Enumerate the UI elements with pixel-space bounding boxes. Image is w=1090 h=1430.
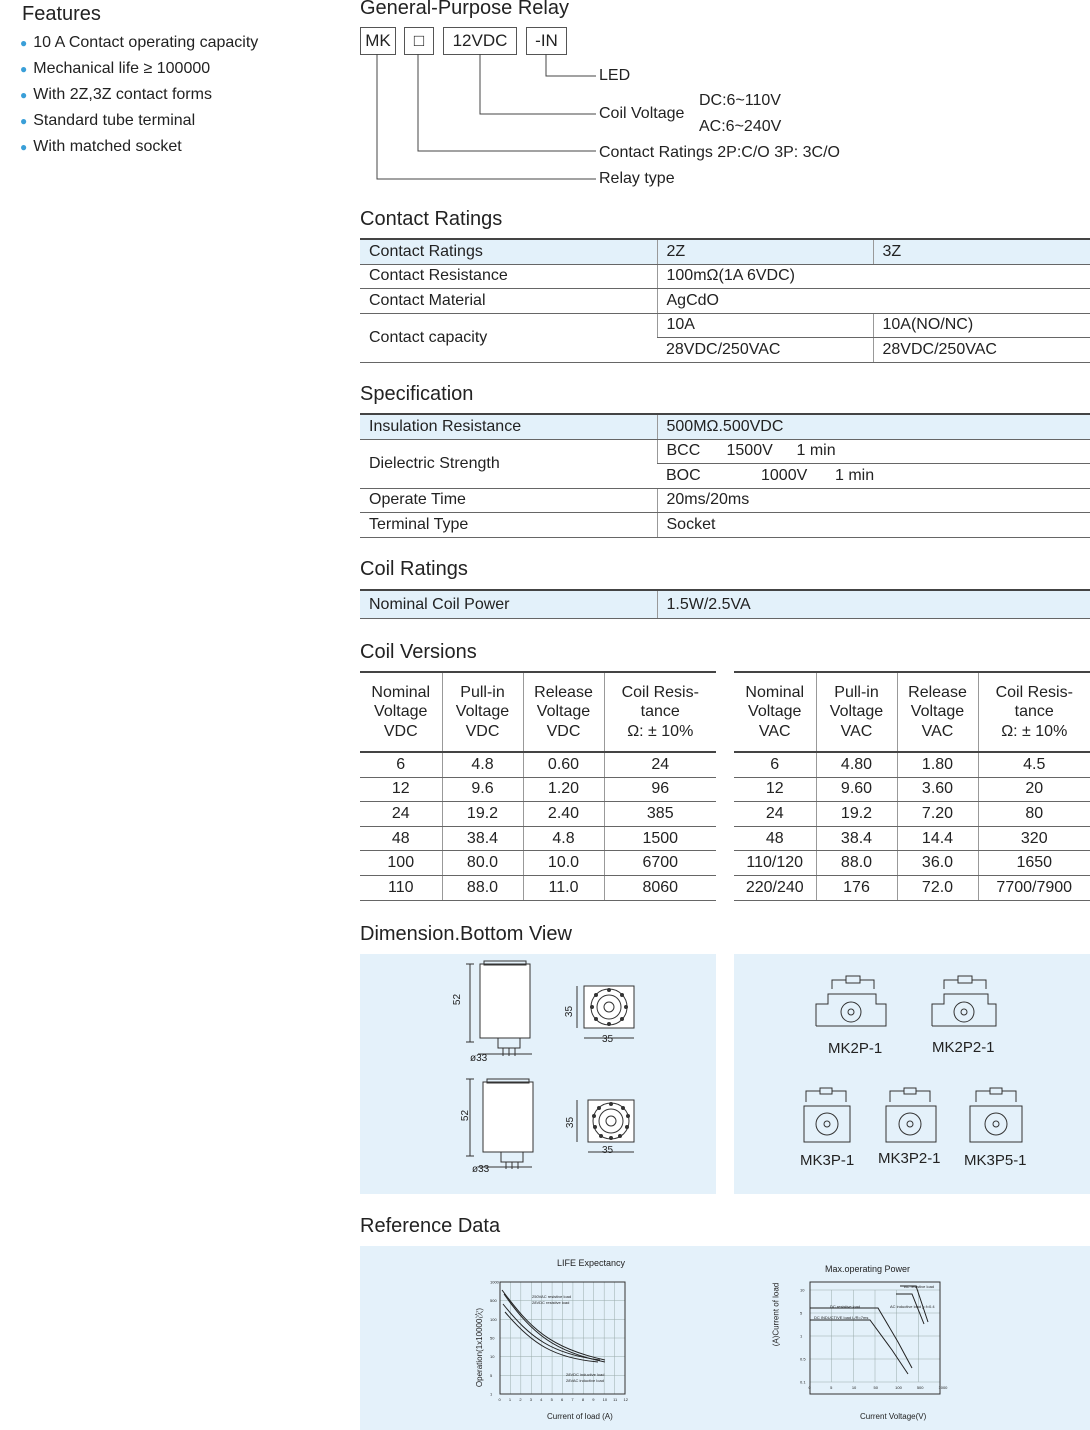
model-label: MK3P-1 — [800, 1152, 855, 1169]
y-tick-label: 0.1 — [800, 1379, 806, 1385]
coil-voltage-label: Coil Voltage — [599, 105, 685, 122]
x-tick-label: 10 — [851, 1385, 857, 1390]
life-expectancy-chart — [490, 1278, 630, 1408]
bullet-icon: ● — [20, 36, 28, 50]
led-label: LED — [599, 67, 631, 84]
coil-versions-ac-table — [734, 671, 1090, 901]
list-item: ● Standard tube terminal — [20, 112, 196, 129]
dc-range: DC:6~110V — [699, 92, 781, 109]
power-annotation: DC resistive load — [830, 1304, 861, 1309]
relay-dimension-drawing — [360, 954, 716, 1194]
y-tick-label: 1 — [490, 1391, 493, 1397]
table-row: 100 80.0 10.0 6700 — [360, 851, 716, 876]
table-row: 110/120 88.0 36.0 1650 — [734, 851, 1090, 876]
wiring-diagram-panel — [734, 954, 1090, 1194]
contact-ratings-title: Contact Ratings — [360, 208, 503, 230]
power-annotation: AC inductive load p.f=0.4 — [890, 1304, 935, 1309]
x-tick-label: 0 — [808, 1385, 811, 1390]
features-title: Features — [22, 3, 101, 25]
table-row: 48 38.4 4.8 1500 — [360, 826, 716, 851]
x-tick-label: 7 — [571, 1397, 574, 1402]
socket-width-bottom: 35 — [602, 1145, 614, 1156]
specification-table — [360, 413, 1090, 538]
power-annotation: DC INDUCTIVE load L/R=7ms — [814, 1315, 869, 1320]
x-tick-label: 1000 — [938, 1385, 948, 1390]
max-operating-power-chart — [800, 1278, 960, 1408]
x-tick-label: 50 — [873, 1385, 878, 1390]
table-row: Operate Time 20ms/20ms — [360, 488, 1090, 513]
contact-ratings-table — [360, 238, 1090, 363]
table-header-row: Nominal Voltage VDC Pull-in Voltage VDC Release Voltage VDC Coil Resis- tance Ω: ± 10% — [360, 672, 716, 752]
table-row: 28VDC/250VAC 28VDC/250VAC — [360, 338, 1090, 363]
y-tick-label: 1 — [800, 1333, 803, 1339]
ordering-title: General-Purpose Relay — [360, 0, 569, 19]
life-chart-title: LIFE Expectancy — [557, 1258, 626, 1268]
power-chart-ylabel: (A)Current of load — [771, 1282, 781, 1347]
bullet-icon: ● — [20, 88, 28, 102]
table-row: Contact capacity 10A 10A(NO/NC) — [360, 313, 1090, 338]
x-tick-label: 2 — [519, 1397, 522, 1402]
table-row: Contact Material AgCdO — [360, 289, 1090, 314]
x-tick-label: 11 — [613, 1397, 618, 1402]
height-dimension-bottom: 52 — [460, 1109, 472, 1122]
y-tick-label: 500 — [490, 1298, 497, 1304]
y-tick-label: 50 — [490, 1335, 495, 1341]
x-tick-label: 12 — [623, 1397, 628, 1402]
diameter-dimension-top: ø33 — [470, 1053, 488, 1064]
socket-width-top: 35 — [602, 1034, 614, 1045]
life-legend: 250VAC resistive load — [532, 1294, 572, 1299]
y-tick-label: 10 — [800, 1287, 805, 1293]
socket-height-bottom: 35 — [565, 1116, 577, 1129]
table-row: 24 19.2 7.20 80 — [734, 802, 1090, 827]
power-chart-xlabel: Current Voltage(V) — [860, 1412, 927, 1421]
relay-type-label: Relay type — [599, 170, 675, 187]
x-tick-label: 1 — [508, 1397, 512, 1402]
bullet-icon: ● — [20, 114, 28, 128]
table-row: Nominal Coil Power 1.5W/2.5VA — [360, 590, 1090, 619]
power-chart-title: Max.operating Power — [825, 1264, 911, 1274]
y-tick-label: 5 — [490, 1372, 493, 1378]
coil-ratings-table — [360, 589, 1090, 619]
model-label: MK3P5-1 — [964, 1152, 1027, 1169]
socket-height-top: 35 — [564, 1005, 576, 1018]
bullet-icon: ● — [20, 62, 28, 76]
table-row: Terminal Type Socket — [360, 513, 1090, 538]
x-tick-label: 0 — [498, 1397, 501, 1402]
life-legend: 28VDC inductive load — [566, 1372, 605, 1377]
x-tick-label: 100 — [895, 1385, 902, 1390]
x-tick-label: 6 — [561, 1397, 564, 1402]
table-row: Contact Resistance 100mΩ(1A 6VDC) — [360, 264, 1090, 289]
model-label: MK3P2-1 — [878, 1150, 941, 1167]
contact-ratings-code: Contact Ratings 2P:C/O 3P: 3C/O — [599, 144, 840, 161]
specification-title: Specification — [360, 383, 474, 405]
list-item: ● With matched socket — [20, 138, 182, 155]
x-tick-label: 3 — [529, 1397, 532, 1402]
features-list — [20, 30, 258, 160]
code-voltage: 12VDC — [443, 27, 517, 55]
dimension-title: Dimension.Bottom View — [360, 923, 572, 945]
table-row: 6 4.80 1.80 4.5 — [734, 752, 1090, 777]
ordering-leader-lines — [360, 54, 600, 184]
x-tick-label: 4 — [540, 1397, 543, 1402]
bullet-icon: ● — [20, 140, 28, 154]
list-item: ● 10 A Contact operating capacity — [20, 34, 259, 51]
table-row: Insulation Resistance 500MΩ.500VDC — [360, 414, 1090, 439]
height-dimension-top: 52 — [452, 993, 464, 1006]
coil-versions-dc-table — [360, 671, 716, 901]
table-header-row: Nominal Voltage VAC Pull-in Voltage VAC Release Voltage VAC Coil Resis- tance Ω: ± 10% — [734, 672, 1090, 752]
list-item: ● With 2Z,3Z contact forms — [20, 86, 212, 103]
x-tick-label: 8 — [581, 1397, 585, 1402]
life-legend: 28VAC inductive load — [566, 1378, 604, 1383]
table-row: 12 9.6 1.20 96 — [360, 777, 716, 802]
coil-ratings-title: Coil Ratings — [360, 558, 468, 580]
table-row: 48 38.4 14.4 320 — [734, 826, 1090, 851]
reference-charts-panel — [360, 1246, 1090, 1430]
code-series: MK — [360, 27, 396, 55]
life-chart-xlabel: Current of load (A) — [547, 1412, 613, 1421]
table-row: 12 9.60 3.60 20 — [734, 777, 1090, 802]
diameter-dimension-bottom: ø33 — [472, 1164, 490, 1175]
y-tick-label: 0.5 — [800, 1356, 806, 1362]
table-row: 220/240 176 72.0 7700/7900 — [734, 875, 1090, 900]
table-row: 24 19.2 2.40 385 — [360, 802, 716, 827]
x-tick-label: 5 — [550, 1397, 553, 1402]
ac-range: AC:6~240V — [699, 118, 782, 135]
power-annotation: AC resistive load — [904, 1284, 935, 1289]
y-tick-label: 1000 — [490, 1279, 499, 1285]
x-tick-label: 9 — [592, 1397, 595, 1402]
life-legend: 28VDC resistive load — [532, 1300, 570, 1305]
table-row: BOC 1000V 1 min — [360, 464, 1090, 489]
table-row: Dielectric Strength BCC 1500V 1 min — [360, 439, 1090, 464]
code-contact: □ — [404, 27, 434, 55]
reference-title: Reference Data — [360, 1215, 501, 1237]
y-tick-label: 5 — [800, 1310, 803, 1316]
list-item: ● Mechanical life ≥ 100000 — [20, 60, 211, 77]
table-row: Contact Ratings 2Z 3Z — [360, 239, 1090, 264]
y-tick-label: 100 — [490, 1316, 497, 1322]
coil-versions-title: Coil Versions — [360, 641, 477, 663]
table-row: 6 4.8 0.60 24 — [360, 752, 716, 777]
model-label: MK2P2-1 — [932, 1039, 995, 1056]
model-label: MK2P-1 — [828, 1040, 883, 1057]
x-tick-label: 5 — [830, 1385, 833, 1390]
code-suffix: -IN — [526, 27, 567, 55]
table-row: 110 88.0 11.0 8060 — [360, 875, 716, 900]
x-tick-label: 500 — [916, 1385, 924, 1390]
life-chart-ylabel: Operation(1x10000次) — [475, 1307, 485, 1388]
x-tick-label: 10 — [602, 1397, 608, 1402]
dimension-drawing-panel — [360, 954, 716, 1194]
y-tick-label: 10 — [490, 1354, 495, 1360]
